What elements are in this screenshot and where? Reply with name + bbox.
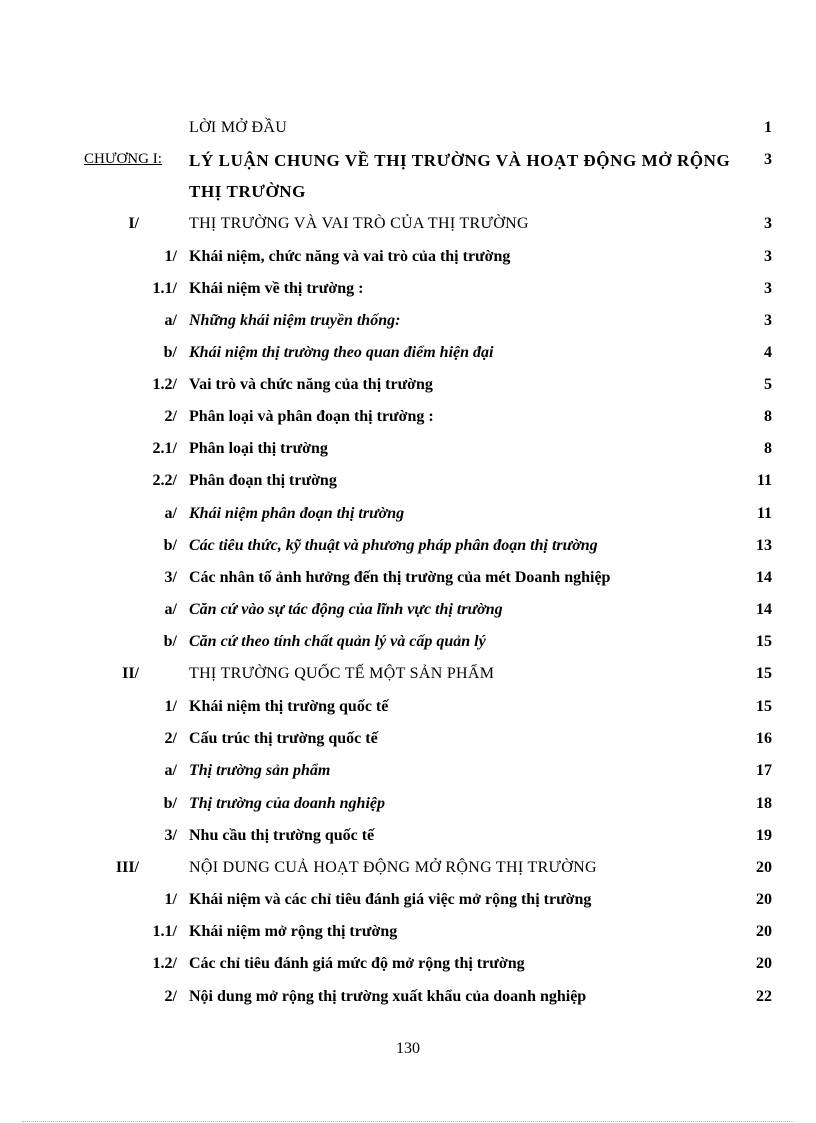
toc-entry-page: 20 — [756, 859, 772, 876]
toc-entry-number: b/ — [163, 795, 177, 812]
toc-entry-title: Căn cứ theo tính chất quản lý và cấp quản lý — [189, 633, 486, 650]
toc-entry-number: 1.2/ — [152, 955, 177, 972]
toc-entry-title: Các chỉ tiêu đánh giá mức độ mở rộng thị trường — [189, 955, 525, 972]
toc-entry-number: 1.1/ — [152, 280, 177, 297]
toc-entry-number: II/ — [122, 665, 139, 682]
toc-entry-page: 3 — [764, 151, 772, 168]
toc-entry-title: Khái niệm thị trường theo quan điểm hiện đại — [189, 344, 494, 361]
toc-entry[interactable] — [0, 730, 816, 762]
toc-entry-title: Những khái niệm truyền thống: — [189, 312, 401, 329]
toc-entry-page: 20 — [756, 923, 772, 940]
toc-entry-number: b/ — [163, 537, 177, 554]
toc-entry-page: 11 — [756, 472, 772, 489]
toc-entry[interactable] — [0, 601, 816, 633]
toc-entry-number: 1.2/ — [152, 376, 177, 393]
toc-entry-number: III/ — [115, 859, 139, 876]
toc-entry-number: 2.1/ — [152, 440, 177, 457]
toc-entry-number: 2.2/ — [152, 472, 177, 489]
toc-entry-number: b/ — [163, 344, 177, 361]
toc-entry-number: CHƯƠNG I: — [84, 151, 162, 167]
toc-entry-number: 1.1/ — [152, 923, 177, 940]
toc-entry-title: LỜI MỞ ĐẦU — [189, 119, 288, 136]
toc-entry-page: 22 — [756, 988, 772, 1005]
toc-entry-number: b/ — [163, 633, 177, 650]
toc-entry-page: 3 — [764, 280, 772, 297]
toc-entry-page: 4 — [764, 344, 772, 361]
toc-entry-title: Khái niệm và các chỉ tiêu đánh giá việc mở rộng thị trường — [189, 891, 592, 908]
toc-entry-title: THỊ TRƯỜNG VÀ VAI TRÒ CỦA THỊ TRƯỜNG — [189, 215, 529, 232]
toc-entry-page: 14 — [756, 569, 772, 586]
toc-entry-title: Khái niệm phân đoạn thị trường — [189, 505, 405, 522]
toc-entry-title: THỊ TRƯỜNG QUỐC TẾ MỘT SẢN PHẨM — [189, 665, 495, 682]
toc-entry[interactable] — [0, 891, 816, 923]
toc-entry[interactable] — [0, 665, 816, 697]
toc-entry-page: 13 — [756, 537, 772, 554]
toc-entry[interactable] — [0, 280, 816, 312]
toc-entry-page: 11 — [756, 505, 772, 522]
toc-entry-title: LÝ LUẬN CHUNG VỀ THỊ TRƯỜNG VÀ HOẠT ĐỘNG MỞ RỘNG THỊ TRƯỜNG — [189, 151, 731, 201]
toc-entry-number: 2/ — [164, 988, 177, 1005]
toc-entry-page: 3 — [764, 215, 772, 232]
toc-entry[interactable] — [0, 505, 816, 537]
toc-entry-page: 8 — [764, 408, 772, 425]
toc-entry-title: Vai trò và chức năng của thị trường — [189, 376, 433, 393]
toc-entry-number: 2/ — [164, 408, 177, 425]
toc-entry-page: 15 — [756, 665, 772, 682]
toc-entry-page: 15 — [756, 698, 772, 715]
toc-entry-number: 1/ — [164, 248, 177, 265]
toc-entry[interactable] — [0, 762, 816, 794]
toc-entry[interactable] — [0, 988, 816, 1020]
toc-entry-number: 2/ — [164, 730, 177, 747]
toc-entry[interactable] — [0, 859, 816, 891]
toc-entry-title: Các tiêu thức, kỹ thuật và phương pháp phân đoạn thị trường — [189, 537, 598, 554]
toc-entry[interactable] — [0, 633, 816, 665]
toc-entry[interactable] — [0, 537, 816, 569]
page-number: 130 — [396, 1040, 420, 1057]
toc-entry-title: Các nhân tố ảnh hưởng đến thị trường của mét Doanh nghiệp — [189, 569, 611, 586]
toc-entry-number: a/ — [164, 505, 177, 522]
toc-entry-number: I/ — [128, 215, 139, 232]
toc-entry[interactable] — [0, 376, 816, 408]
toc-entry-page: 15 — [756, 633, 772, 650]
toc-entry[interactable] — [0, 312, 816, 344]
toc-entry[interactable] — [0, 215, 816, 247]
toc-entry-number: a/ — [164, 762, 177, 779]
toc-entry[interactable] — [0, 827, 816, 859]
toc-entry[interactable] — [0, 344, 816, 376]
toc-entry-number: a/ — [164, 312, 177, 329]
toc-entry-number: 3/ — [164, 569, 177, 586]
toc-entry-page: 1 — [764, 119, 772, 136]
toc-entry[interactable] — [0, 923, 816, 955]
toc-entry[interactable] — [0, 698, 816, 730]
toc-entry[interactable] — [0, 955, 816, 987]
toc-entry-page: 14 — [756, 601, 772, 618]
toc-entry-page: 20 — [756, 891, 772, 908]
toc-entry[interactable] — [0, 795, 816, 827]
toc-entry-page: 5 — [764, 376, 772, 393]
toc-entry-title: Phân loại thị trường — [189, 440, 328, 457]
toc-entry-page: 8 — [764, 440, 772, 457]
toc-entry-title: Phân đoạn thị trường — [189, 472, 337, 489]
toc-entry-title: NỘI DUNG CUẢ HOẠT ĐỘNG MỞ RỘNG THỊ TRƯỜNG — [189, 859, 597, 876]
toc-entry[interactable] — [0, 151, 816, 201]
toc-entry-title: Phân loại và phân đoạn thị trường : — [189, 408, 434, 425]
toc-entry-title: Căn cứ vào sự tác động của lĩnh vực thị trường — [189, 601, 503, 618]
toc-entry[interactable] — [0, 569, 816, 601]
toc-entry[interactable] — [0, 408, 816, 440]
toc-entry-title: Thị trường sản phẩm — [189, 762, 331, 779]
toc-entry-page: 19 — [756, 827, 772, 844]
toc-entry-title: Thị trường của doanh nghiệp — [189, 795, 385, 812]
toc-entry-title: Khái niệm thị trường quốc tế — [189, 698, 389, 715]
toc-entry-page: 17 — [756, 762, 772, 779]
toc-entry[interactable] — [0, 248, 816, 280]
toc-entry-number: 3/ — [164, 827, 177, 844]
toc-entry-number: 1/ — [164, 891, 177, 908]
toc-entry-title: Khái niệm về thị trường : — [189, 280, 364, 297]
toc-entry[interactable] — [0, 440, 816, 472]
toc-entry[interactable] — [0, 472, 816, 504]
toc-entry-title: Nhu cầu thị trường quốc tế — [189, 827, 375, 844]
toc-entry-title: Khái niệm mở rộng thị trường — [189, 923, 398, 940]
toc-entry-number: 1/ — [164, 698, 177, 715]
toc-entry-page: 3 — [764, 312, 772, 329]
toc-entry-title: Khái niệm, chức năng và vai trò của thị trường — [189, 248, 511, 265]
toc-entry-page: 18 — [756, 795, 772, 812]
page-edge-divider — [22, 1121, 794, 1122]
toc-entry-page: 20 — [756, 955, 772, 972]
toc-entry-page: 16 — [756, 730, 772, 747]
toc-entry-title: Cấu trúc thị trường quốc tế — [189, 730, 378, 747]
toc-entry-title: Nội dung mở rộng thị trường xuất khẩu của doanh nghiệp — [189, 988, 587, 1005]
toc-entry-page: 3 — [764, 248, 772, 265]
toc-entry-number: a/ — [164, 601, 177, 618]
